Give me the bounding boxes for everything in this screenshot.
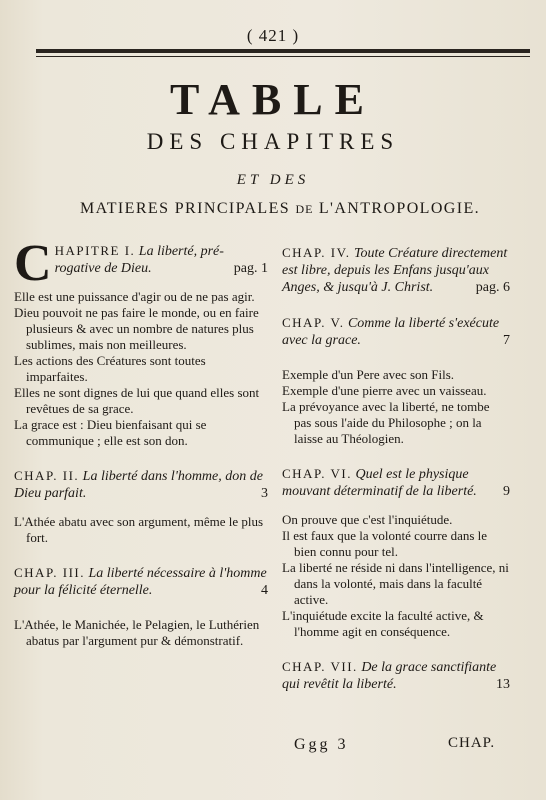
signature-mark: Ggg 3 xyxy=(294,736,349,753)
page-title: TABLE xyxy=(170,75,376,124)
chapter-7-page: 13 xyxy=(496,677,510,692)
chapter-6-page: 9 xyxy=(503,484,510,499)
left-column xyxy=(14,235,268,649)
chapter-4-heading xyxy=(282,244,510,296)
chapter-4-title: Toute Créature directement est libre, depuis les Enfans jusqu'aux Anges, & jusqu'à J. Christ. xyxy=(282,246,508,295)
chapter-1-label: HAPITRE I. xyxy=(54,243,136,258)
chapter-1-item: Dieu pouvoit ne pas faire le monde, ou en faire plusieurs & avec un nombre de natures plus sublimes, mais non meilleures. xyxy=(14,305,259,352)
chapter-3-item: L'Athée, le Manichée, le Pelagien, le Luthérien abatus par l'argument pur & démonstratif. xyxy=(14,617,260,648)
chapter-6-heading xyxy=(282,465,510,500)
header-rule-thick xyxy=(36,49,530,53)
page-number: ( 421 ) xyxy=(246,26,300,45)
chapter-5-label: CHAP. V. xyxy=(282,315,345,330)
chapter-2-label: CHAP. II. xyxy=(14,468,80,483)
chapter-1-title-a: La liberté, pré- xyxy=(138,244,224,259)
chapter-6-item: La liberté ne réside ni dans l'intelligence, ni dans la volonté, mais dans la faculté active. xyxy=(282,560,509,607)
chapter-3-page: 4 xyxy=(261,583,268,598)
drop-cap: C xyxy=(14,235,52,292)
chapter-4-label: CHAP. IV. xyxy=(282,245,351,260)
chapter-2-heading xyxy=(14,467,268,502)
chapter-6-item: Il est faux que la volonté courre dans le bien connu pour tel. xyxy=(282,528,488,559)
chapter-6-label: CHAP. VI. xyxy=(282,466,352,481)
chapter-1-item: Elles ne sont dignes de lui que quand elles sont revêtues de sa grace. xyxy=(14,385,260,416)
chapter-6-title: Quel est le physique mouvant déterminatif de la liberté. xyxy=(282,467,477,499)
chapter-3-title: La liberté nécessaire à l'homme pour la félicité éternelle. xyxy=(14,566,267,598)
right-column xyxy=(282,244,510,693)
chapter-2-title: La liberté dans l'homme, don de Dieu parfait. xyxy=(14,469,263,501)
chapter-5-title: Comme la liberté s'exécute avec la grace. xyxy=(282,316,500,348)
chapter-4-page: pag. 6 xyxy=(475,280,510,295)
chapter-3-heading xyxy=(14,564,268,599)
chapter-1-item: La grace est : Dieu bienfaisant qui se communique ; elle est son don. xyxy=(14,417,207,448)
catchword: CHAP. xyxy=(448,735,496,751)
chapter-7-label: CHAP. VII. xyxy=(282,659,358,674)
chapter-1-page: pag. 1 xyxy=(233,261,268,276)
chapter-1-heading xyxy=(14,235,268,292)
chapter-5-item: Exemple d'un Pere avec son Fils. xyxy=(282,367,455,382)
chapter-6-item: L'inquiétude excite la faculté active, & l'homme agit en conséquence. xyxy=(282,608,484,639)
chapter-5-page: 7 xyxy=(503,333,510,348)
chapter-6-item: On prouve que c'est l'inquiétude. xyxy=(282,512,453,527)
chapter-5-item: Exemple d'une pierre avec un vaisseau. xyxy=(282,383,487,398)
matieres-part-1: MATIERES PRINCIPALES xyxy=(79,200,291,217)
chapter-7-title: De la grace sanctifiante qui revêtit la liberté. xyxy=(282,660,497,692)
chapter-7-heading xyxy=(282,658,510,693)
matieres-de: DE xyxy=(295,202,314,216)
header-rule-thin xyxy=(36,56,530,57)
page-subtitle: DES CHAPITRES xyxy=(146,129,400,154)
subtitle-connector: ET DES xyxy=(236,172,310,188)
chapter-1-item: Elle est une puissance d'agir ou de ne pas agir. xyxy=(14,289,255,304)
chapter-5-item: La prévoyance avec la liberté, ne tombe pas sous l'aide du Philosophe ; on la laisse au Théologien. xyxy=(282,399,490,446)
matieres-part-2: L'ANTROPOLOGIE. xyxy=(318,200,481,217)
subtitle-matieres xyxy=(30,200,530,218)
chapter-3-label: CHAP. III. xyxy=(14,565,85,580)
chapter-2-item: L'Athée abatu avec son argument, même le plus fort. xyxy=(14,514,264,545)
chapter-2-page: 3 xyxy=(261,486,268,501)
chapter-1-title-b: rogative de Dieu. xyxy=(54,261,152,276)
chapter-5-heading xyxy=(282,314,510,349)
chapter-1-item: Les actions des Créatures sont toutes imparfaites. xyxy=(14,353,206,384)
